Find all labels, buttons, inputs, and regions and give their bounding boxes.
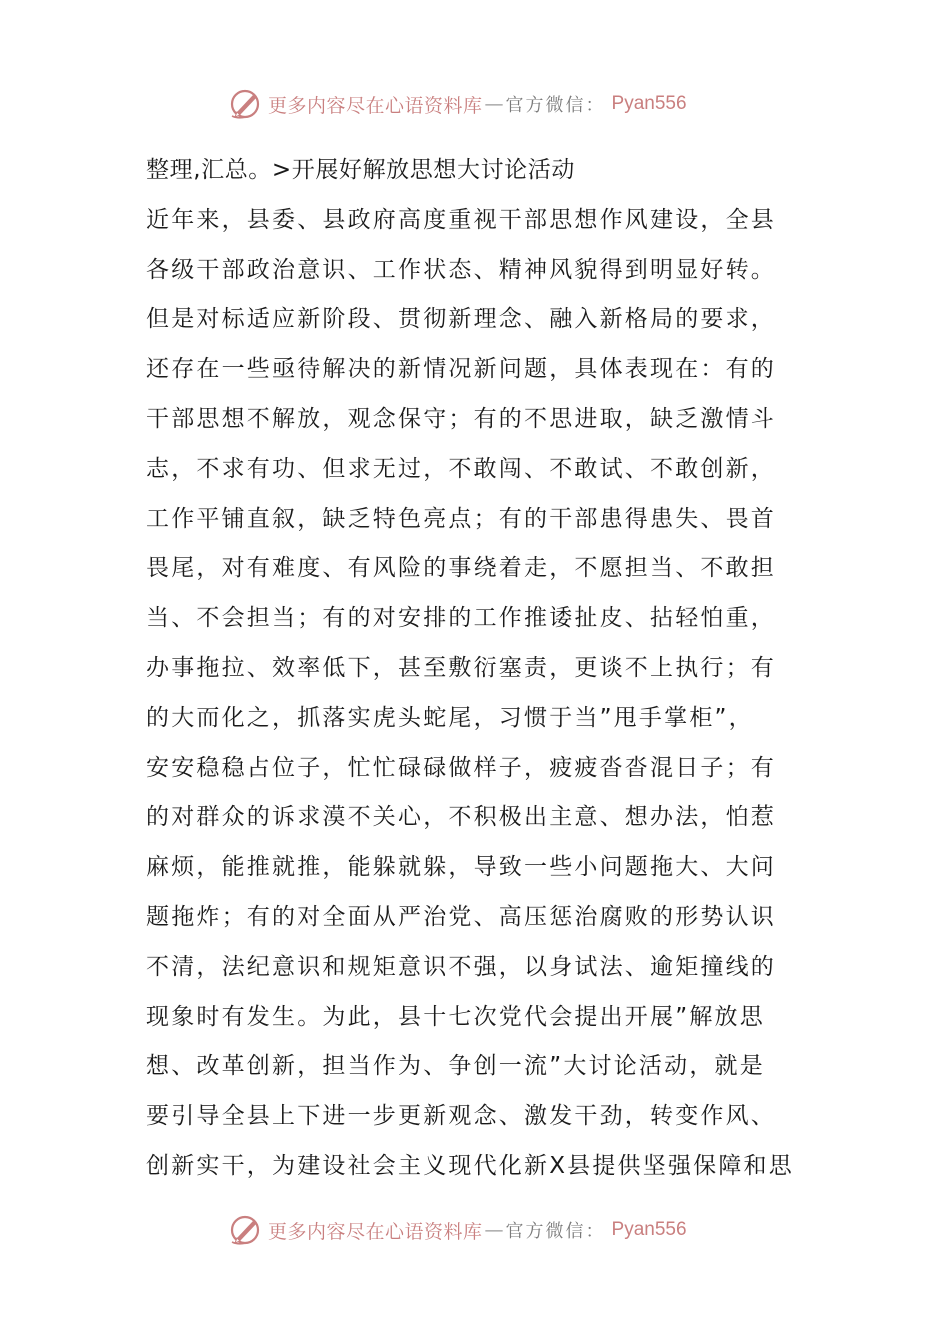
text-line: 要引导全县上下进一步更新观念、激发干劲，转变作风、	[146, 1103, 776, 1130]
text-line: 畏尾，对有难度、有风险的事绕着走，不愿担当、不敢担	[146, 555, 776, 582]
text-line: 创新实干，为建设社会主义现代化新X县提供坚强保障和思	[146, 1152, 794, 1179]
text-line: 各级干部政治意识、工作状态、精神风貌得到明显好转。	[146, 256, 776, 283]
watermark-site-title: 更多内容尽在心语资料库	[268, 94, 483, 117]
text-line: 不清，法纪意识和规矩意识不强，以身试法、逾矩撞线的	[146, 953, 776, 980]
text-line: 干部思想不解放，观念保守；有的不思进取，缺乏激情斗	[146, 405, 776, 432]
document-body	[146, 146, 806, 1192]
text-line: 的大而化之，抓落实虎头蛇尾，习惯于当”甩手掌柜”，	[146, 704, 754, 731]
pen-logo-icon	[228, 86, 264, 122]
watermark-separator: —	[484, 1219, 504, 1241]
header-watermark	[228, 84, 687, 124]
watermark-site-title: 更多内容尽在心语资料库	[268, 1220, 483, 1243]
watermark-separator: —	[484, 93, 504, 115]
watermark-contact-id: Pyan556	[611, 93, 687, 114]
text-line: 但是对标适应新阶段、贯彻新理念、融入新格局的要求，	[146, 306, 776, 333]
text-line: 办事拖拉、效率低下，甚至敷衍塞责，更谈不上执行；有	[146, 654, 776, 681]
watermark-contact-label: 官方微信：	[505, 1221, 606, 1242]
watermark-contact-id: Pyan556	[611, 1219, 687, 1240]
text-line: 整理,汇总。>开展好解放思想大讨论活动	[146, 157, 575, 183]
text-line: 工作平铺直叙，缺乏特色亮点；有的干部患得患失、畏首	[146, 505, 776, 532]
text-line: 近年来，县委、县政府高度重视干部思想作风建设，全县	[146, 206, 776, 233]
text-line: 的对群众的诉求漠不关心，不积极出主意、想办法，怕惹	[146, 804, 776, 831]
text-line: 麻烦，能推就推，能躲就躲，导致一些小问题拖大、大问	[146, 854, 776, 881]
text-line: 想、改革创新，担当作为、争创一流”大讨论活动，就是	[146, 1053, 765, 1080]
text-line: 现象时有发生。为此，县十七次党代会提出开展”解放思	[146, 1003, 765, 1030]
text-line: 还存在一些亟待解决的新情况新问题，具体表现在：有的	[146, 356, 776, 383]
text-line: 志，不求有功、但求无过，不敢闯、不敢试、不敢创新，	[146, 455, 776, 482]
text-line: 安安稳稳占位子，忙忙碌碌做样子，疲疲沓沓混日子；有	[146, 754, 776, 781]
text-line: 题拖炸；有的对全面从严治党、高压惩治腐败的形势认识	[146, 903, 776, 930]
pen-logo-icon	[228, 1212, 264, 1248]
footer-watermark	[228, 1210, 687, 1250]
watermark-contact-label: 官方微信：	[505, 95, 606, 116]
text-line: 当、不会担当；有的对安排的工作推诿扯皮、拈轻怕重，	[146, 605, 776, 632]
